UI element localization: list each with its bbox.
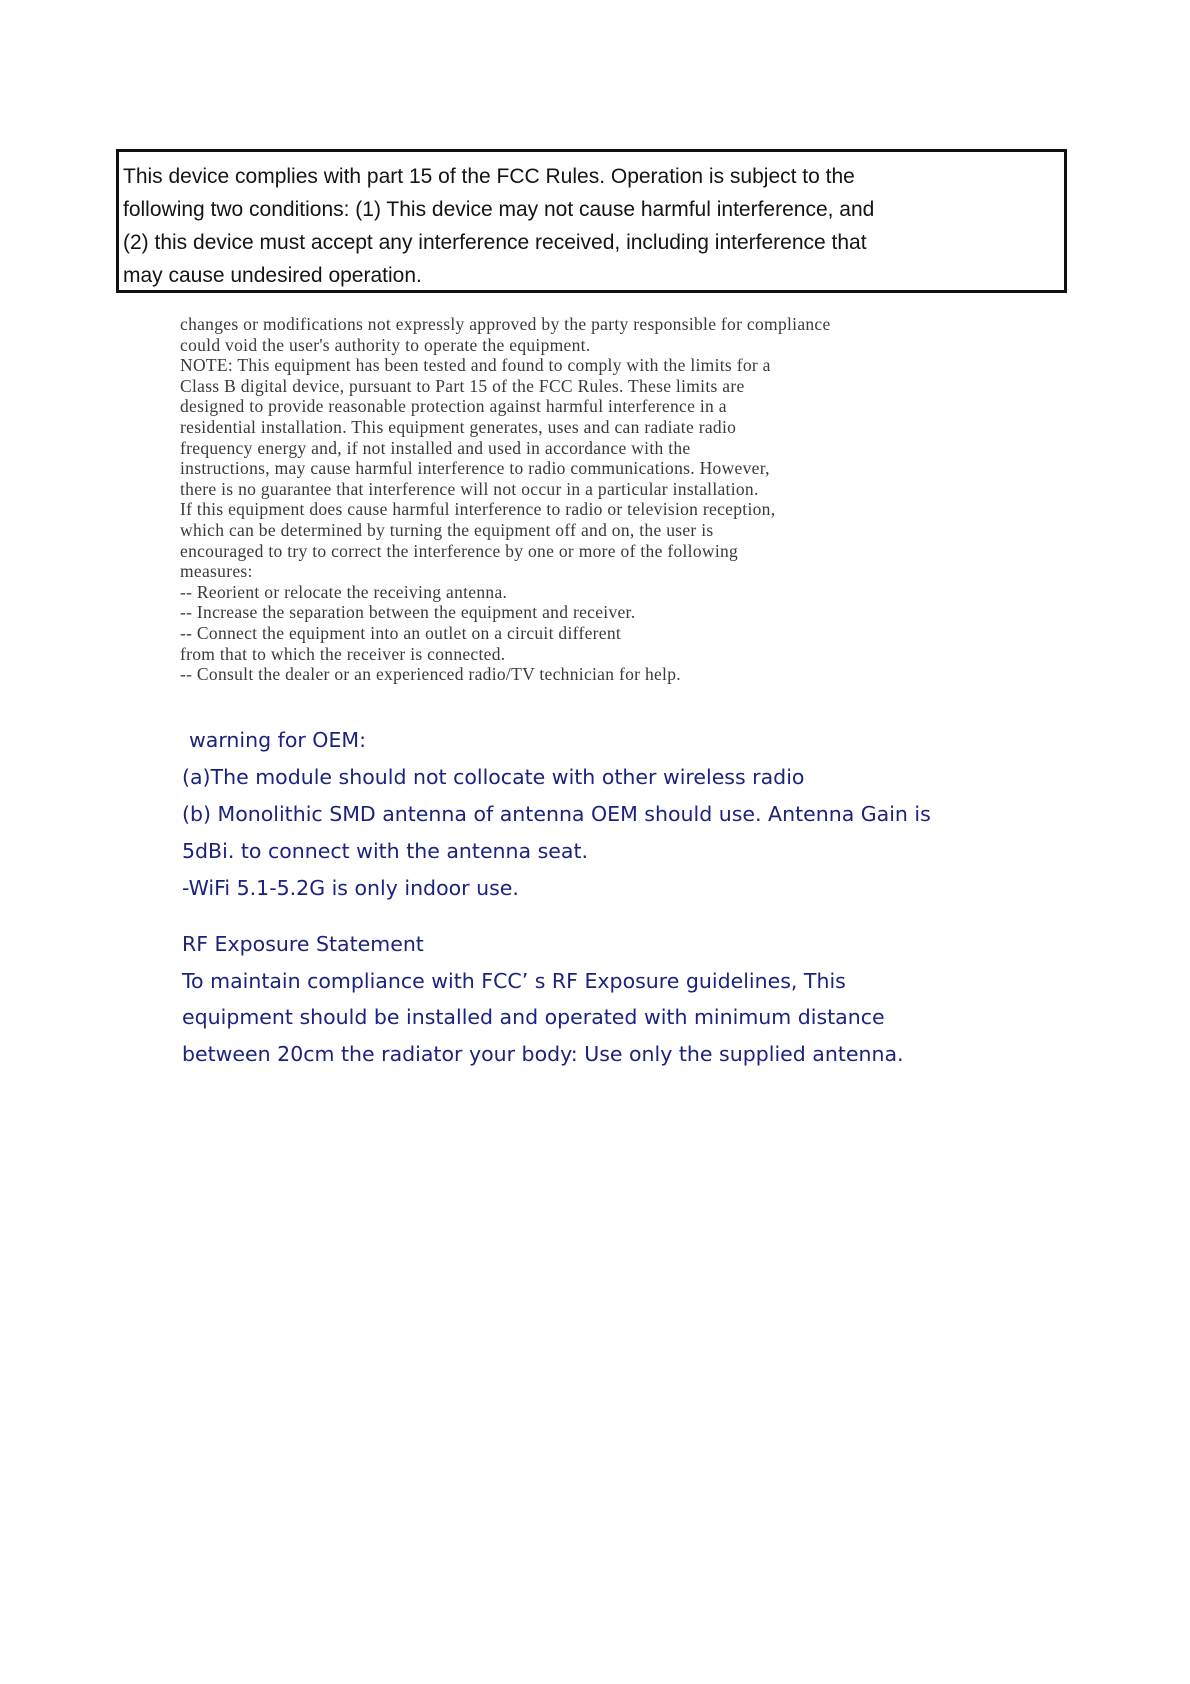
notice-line: changes or modifications not expressly approved by the party responsible for compliance (180, 314, 831, 334)
notice-line: designed to provide reasonable protection against harmful interference in a (180, 396, 727, 417)
rf-exposure-section (182, 926, 1002, 1072)
oem-warning-line: (b) Monolithic SMD antenna of antenna OEM should use. Antenna Gain is (182, 802, 931, 826)
notice-line: there is no guarantee that interference will not occur in a particular installation. (180, 478, 759, 499)
notice-line: -- Increase the separation between the equipment and receiver. (180, 602, 636, 623)
notice-line: If this equipment does cause harmful interference to radio or television reception, (180, 499, 776, 520)
notice-line: -- Connect the equipment into an outlet on a circuit different (180, 622, 622, 643)
notice-line: -- Reorient or relocate the receiving antenna. (180, 581, 508, 602)
oem-warning-heading: warning for OEM: (189, 728, 366, 752)
rf-exposure-line: To maintain compliance with FCC’ s RF Exposure guidelines, This (182, 968, 846, 993)
fcc-compliance-line: (2) this device must accept any interference received, including interference that (123, 231, 867, 254)
fcc-compliance-line: may cause undesired operation. (123, 264, 422, 287)
fcc-notice-paragraph (180, 314, 1100, 685)
oem-warning-section (182, 722, 1002, 907)
rf-exposure-line: between 20cm the radiator your body: Use only the supplied antenna. (182, 1041, 904, 1066)
notice-line: NOTE: This equipment has been tested and found to comply with the limits for a (180, 355, 771, 376)
fcc-compliance-line: This device complies with part 15 of the FCC Rules. Operation is subject to the (123, 165, 855, 188)
fcc-compliance-box (116, 149, 1067, 293)
oem-warning-line: -WiFi 5.1-5.2G is only indoor use. (182, 876, 519, 900)
notice-line: Class B digital device, pursuant to Part 15 of the FCC Rules. These limits are (180, 375, 745, 396)
notice-line: encouraged to try to correct the interference by one or more of the following (180, 540, 739, 561)
rf-exposure-line: equipment should be installed and operated with minimum distance (182, 1005, 885, 1029)
notice-line: residential installation. This equipment generates, uses and can radiate radio (180, 416, 737, 437)
notice-line: from that to which the receiver is connected. (180, 643, 506, 664)
notice-line: -- Consult the dealer or an experienced radio/TV technician for help. (180, 664, 681, 685)
oem-warning-line: 5dBi. to connect with the antenna seat. (182, 839, 589, 863)
notice-line: frequency energy and, if not installed and used in accordance with the (180, 437, 691, 458)
rf-exposure-heading: RF Exposure Statement (182, 932, 424, 956)
oem-warning-line: (a)The module should not collocate with other wireless radio (182, 765, 805, 789)
notice-line: instructions, may cause harmful interference to radio communications. However, (180, 458, 770, 479)
notice-line: measures: (180, 561, 253, 582)
notice-line: could void the user's authority to operate the equipment. (180, 334, 591, 355)
fcc-compliance-line: following two conditions: (1) This device may not cause harmful interference, and (123, 198, 875, 221)
notice-line: which can be determined by turning the equipment off and on, the user is (180, 519, 714, 540)
